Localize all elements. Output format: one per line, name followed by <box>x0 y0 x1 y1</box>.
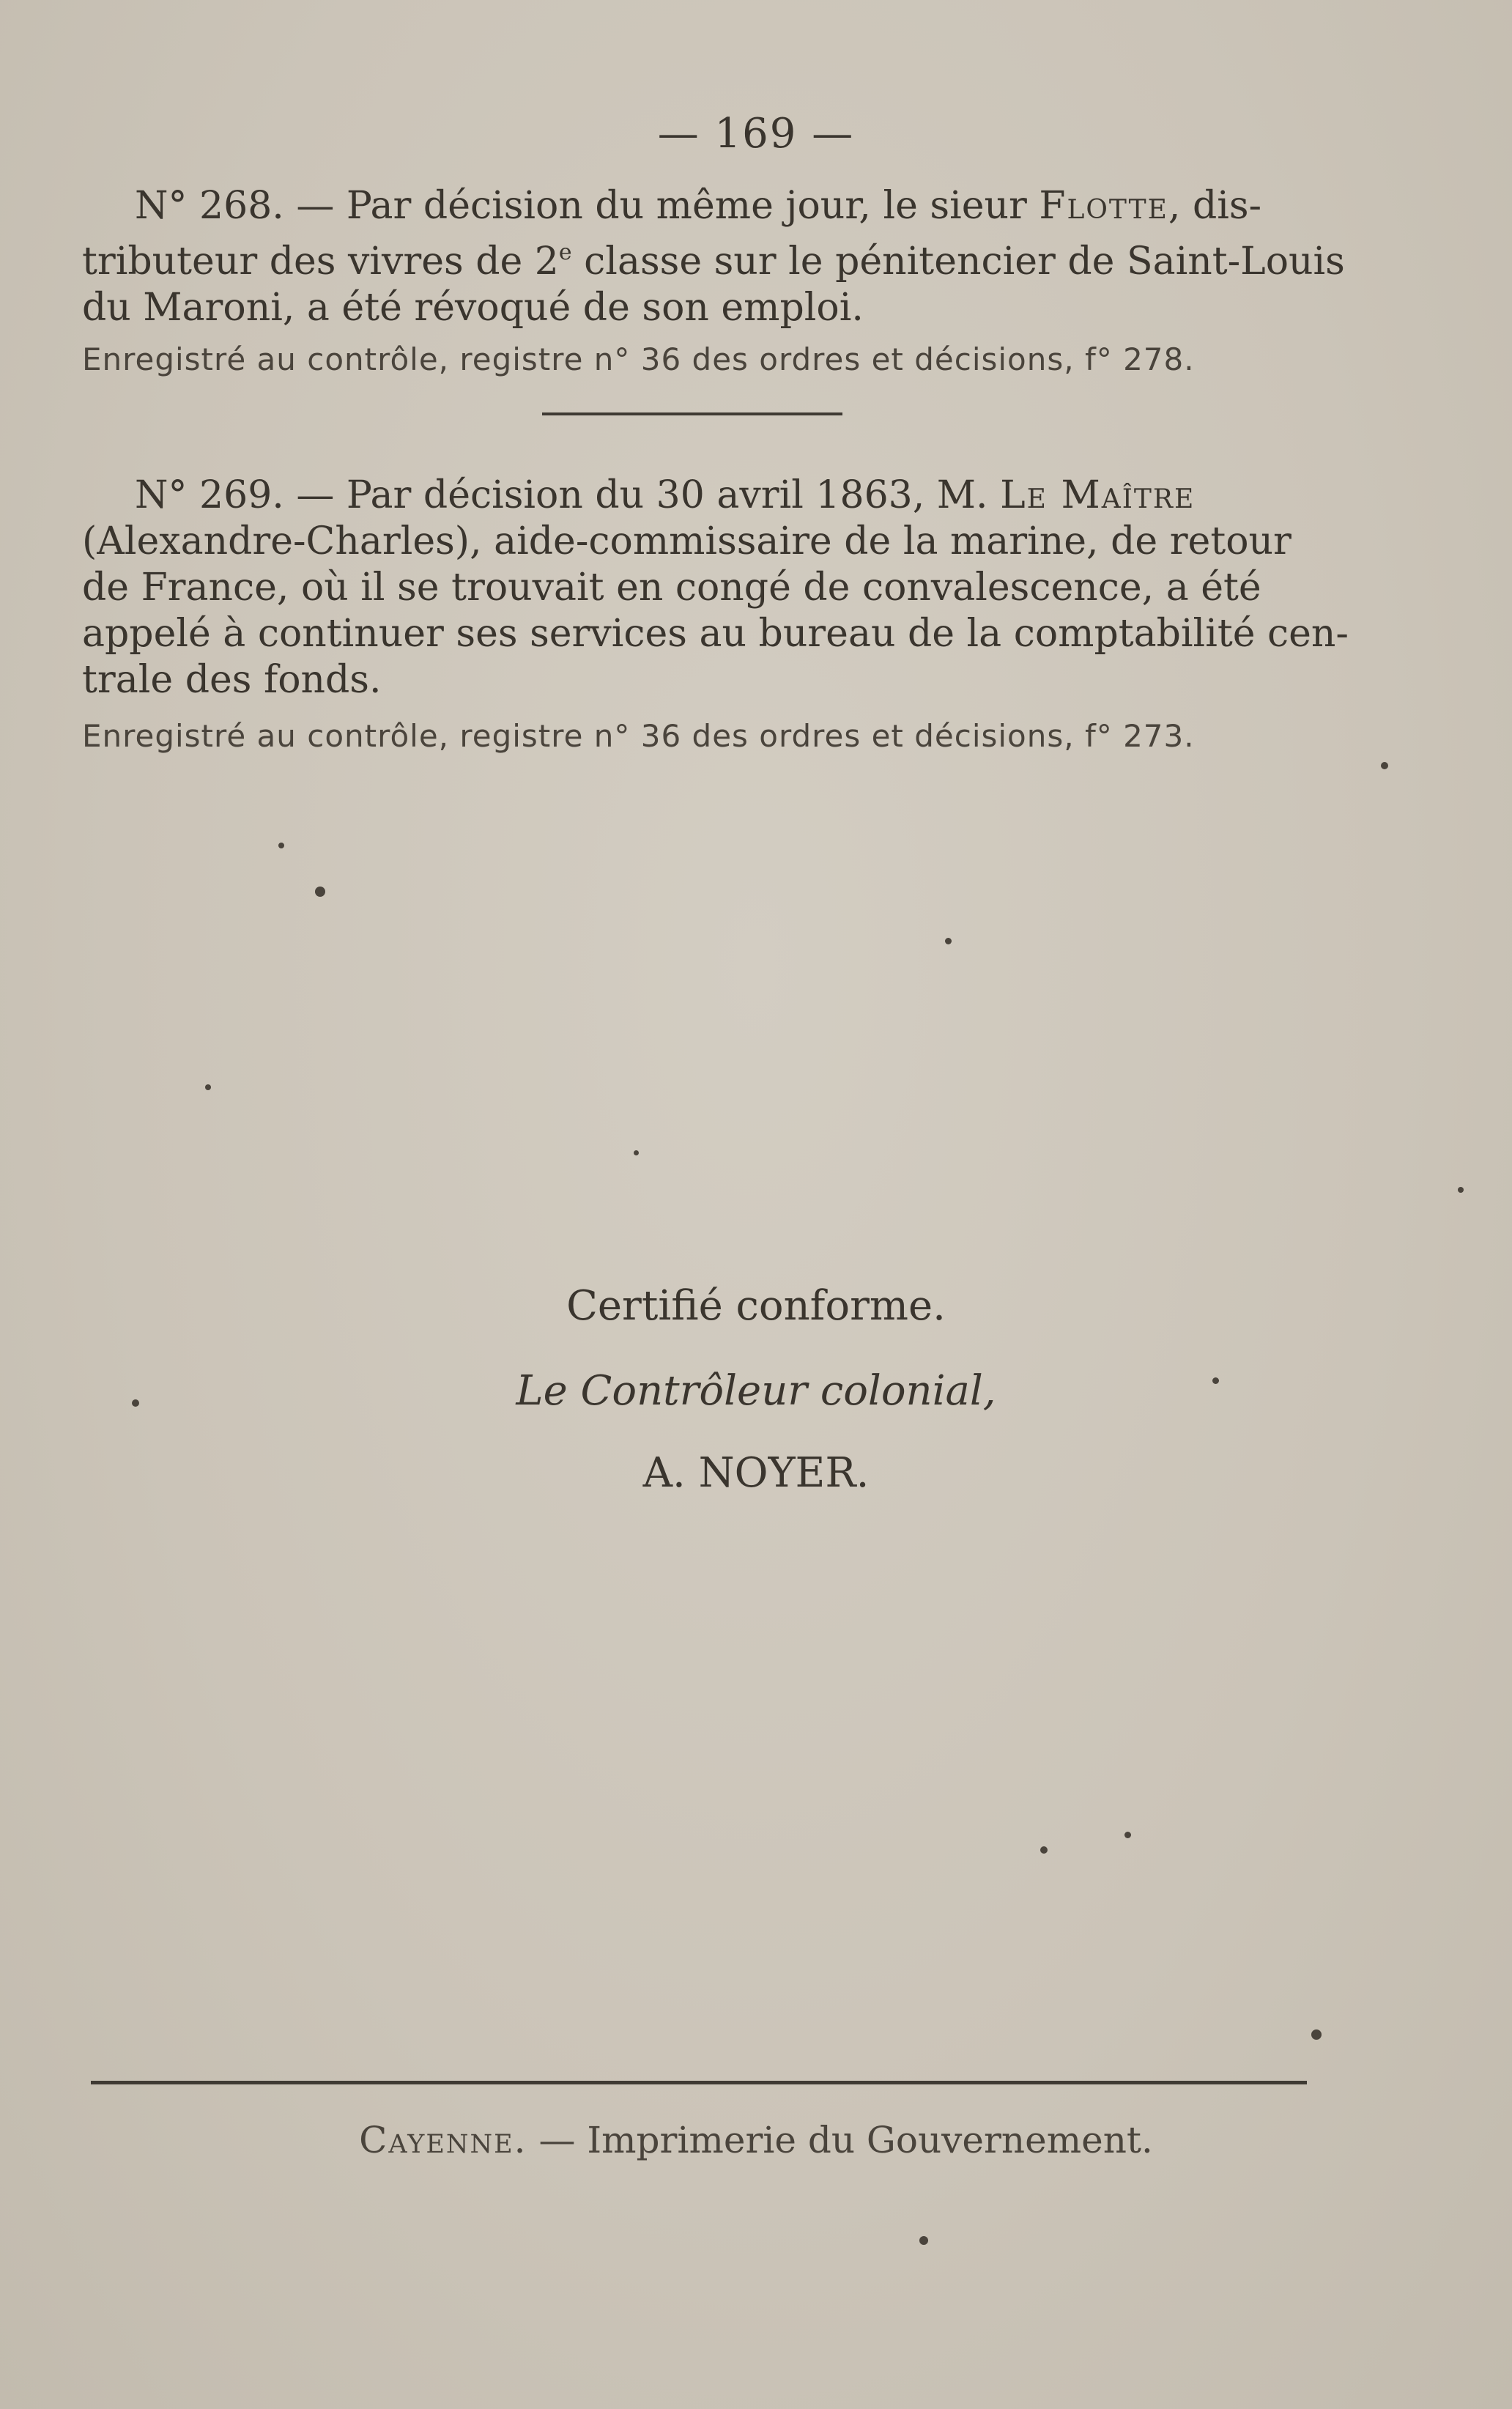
person-name: Le Maître <box>1000 473 1196 517</box>
paper-speck <box>945 938 952 944</box>
paper-speck <box>1040 1846 1048 1854</box>
registry-note-268: Enregistré au contrôle, registre n° 36 des ordres et décisions, f° 278. <box>82 341 1195 377</box>
person-name: Flotte <box>1039 184 1168 228</box>
entry-number: N° 269. <box>135 473 284 517</box>
paper-speck <box>205 1084 211 1090</box>
entry-line: appelé à continuer ses services au bureau de la comptabilité cen- <box>82 612 1349 656</box>
entry-line <box>82 473 1307 519</box>
certification-line: Certifié conforme. <box>566 1282 946 1330</box>
entry-text: — Par décision du 30 avril 1863, M. <box>296 473 988 517</box>
paper-speck <box>315 887 325 897</box>
entry-number: N° 268. <box>135 184 284 228</box>
imprint-place: Cayenne. <box>359 2119 527 2161</box>
paper-speck <box>1458 1187 1464 1193</box>
entry-text: — Par décision du même jour, le sieur <box>296 184 1027 228</box>
entry-line: de France, où il se trouvait en congé de convalescence, a été <box>82 566 1261 610</box>
entry-line: trale des fonds. <box>82 658 382 702</box>
entry-text: tributeur des vivres de 2 <box>82 240 559 284</box>
certifier-title: Le Contrôleur colonial, <box>516 1367 996 1415</box>
entry-line: (Alexandre-Charles), aide-commissaire de la marine, de retour <box>82 519 1292 563</box>
certifier-name: A. NOYER. <box>642 1449 870 1497</box>
paper-speck <box>634 1150 639 1155</box>
footer-divider <box>91 2081 1307 2084</box>
entry-line: du Maroni, a été révoqué de son emploi. <box>82 286 864 330</box>
page-number: — 169 — <box>657 110 855 158</box>
decision-entry-268 <box>82 183 1345 331</box>
paper-speck <box>278 843 284 848</box>
paper-speck <box>1381 762 1388 769</box>
entry-text: , dis- <box>1168 184 1262 228</box>
entry-line <box>82 229 1345 285</box>
paper-speck <box>1311 2029 1322 2040</box>
imprint-text: — Imprimerie du Gouvernement. <box>538 2119 1153 2161</box>
entry-line <box>82 183 1307 229</box>
section-divider <box>542 412 842 415</box>
decision-entry-269 <box>82 473 1349 703</box>
printer-imprint <box>0 2119 1512 2161</box>
registry-note-269: Enregistré au contrôle, registre n° 36 des ordres et décisions, f° 273. <box>82 718 1195 754</box>
entry-text: classe sur le pénitencier de Saint-Louis <box>571 240 1345 284</box>
paper-speck <box>919 2236 928 2245</box>
paper-speck <box>1124 1832 1131 1838</box>
superscript: e <box>558 240 572 265</box>
